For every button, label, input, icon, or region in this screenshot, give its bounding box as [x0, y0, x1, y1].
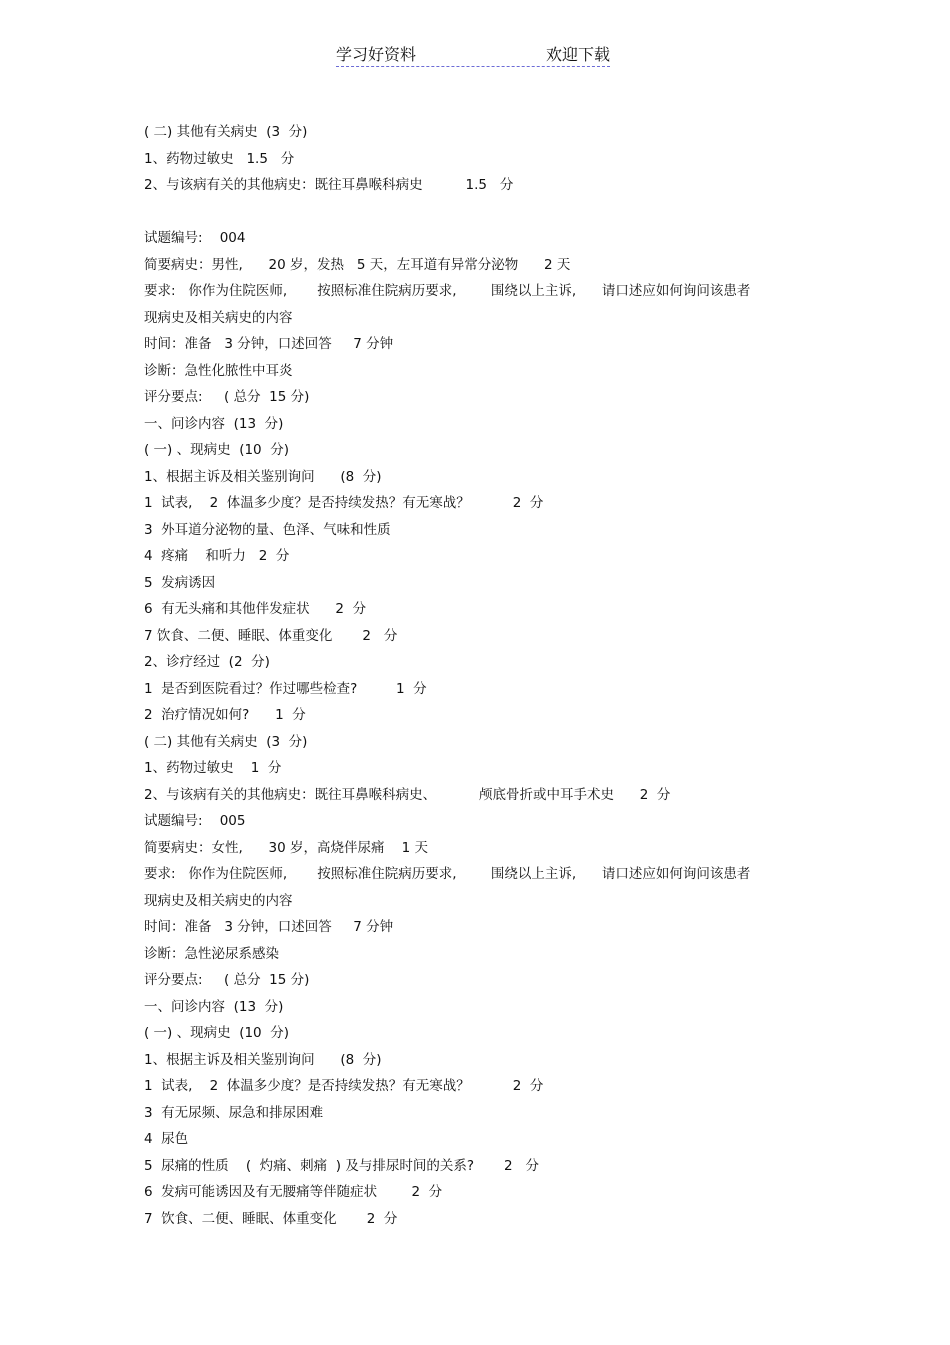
text-line: 简要病史：男性, 20 岁，发热 5 天，左耳道有异常分泌物 2 天 [144, 256, 571, 273]
text-line: 2、与该病有关的其他病史：既往耳鼻喉科病史、 颅底骨折或中耳手术史 2 分 [144, 786, 671, 803]
text-line: 5 发病诱因 [144, 574, 216, 591]
text-line: 1、根据主诉及相关鉴别询问 (8 分) [144, 468, 382, 485]
header-right-text: 欢迎下载 [545, 45, 610, 64]
text-line: 4 尿色 [144, 1131, 189, 1147]
text-line: 5 尿痛的性质 ( 灼痛、刺痛 ) 及与排尿时间的关系? 2 分 [144, 1157, 539, 1174]
text-line: 诊断：急性泌尿系感染 [144, 945, 279, 962]
text-line: ( 一) 、现病史 (10 分) [144, 1025, 289, 1041]
text-line: 4 疼痛 和听力 2 分 [144, 548, 290, 564]
text-line: 1、药物过敏史 1.5 分 [144, 150, 295, 167]
text-line: 1 试表, 2 体温多少度？是否持续发热？有无寒战？ 2 分 [144, 495, 544, 511]
text-line: 6 有无头痛和其他伴发症状 2 分 [144, 601, 367, 617]
text-line: 3 外耳道分泌物的量、色泽、气味和性质 [144, 521, 391, 538]
text-line: ( 二) 其他有关病史 (3 分) [144, 733, 308, 750]
text-line: 2、与该病有关的其他病史：既往耳鼻喉科病史 1.5 分 [144, 177, 514, 193]
text-line: 3 有无尿频、尿急和排尿困难 [144, 1104, 324, 1121]
text-line: 现病史及相关病史的内容 [144, 309, 293, 326]
text-line: 1、药物过敏史 1 分 [144, 760, 282, 776]
document-body [144, 119, 824, 1232]
text-line: 要求: 你作为住院医师, 按照标准住院病历要求, 围绕以上主诉, 请口述应如何询问该患者 [144, 283, 751, 299]
text-line: 1、根据主诉及相关鉴别询问 (8 分) [144, 1051, 382, 1068]
text-line: 评分要点: ( 总分 15 分) [144, 972, 310, 988]
header-left-text: 学习好资料 [336, 45, 417, 64]
text-line: 一、问诊内容 (13 分) [144, 998, 284, 1015]
text-line: 诊断：急性化脓性中耳炎 [144, 362, 293, 379]
text-line: 2 治疗情况如何? 1 分 [144, 707, 306, 723]
text-line: 简要病史：女性, 30 岁，高烧伴尿痛 1 天 [144, 839, 429, 856]
page-header [336, 40, 610, 67]
text-line: 试题编号: 005 [144, 813, 246, 829]
text-line: 2、诊疗经过 (2 分) [144, 654, 270, 670]
text-line: 评分要点: ( 总分 15 分) [144, 389, 310, 405]
text-line: 现病史及相关病史的内容 [144, 892, 293, 909]
text-line: 7 饮食、二便、睡眠、体重变化 2 分 [144, 627, 398, 644]
text-line: 试题编号: 004 [144, 230, 246, 246]
text-line: 要求: 你作为住院医师, 按照标准住院病历要求, 围绕以上主诉, 请口述应如何询问该患者 [144, 866, 751, 882]
text-line: 6 发病可能诱因及有无腰痛等伴随症状 2 分 [144, 1184, 443, 1200]
text-line: ( 一) 、现病史 (10 分) [144, 442, 289, 458]
text-line: 1 是否到医院看过？作过哪些检查? 1 分 [144, 680, 427, 697]
text-line: 时间：准备 3 分钟，口述回答 7 分钟 [144, 919, 394, 935]
text-line: ( 二) 其他有关病史 (3 分) [144, 124, 308, 140]
text-line: 一、问诊内容 (13 分) [144, 415, 284, 432]
text-line: 7 饮食、二便、睡眠、体重变化 2 分 [144, 1210, 398, 1227]
text-line: 1 试表, 2 体温多少度？是否持续发热？有无寒战？ 2 分 [144, 1078, 544, 1094]
text-line: 时间：准备 3 分钟，口述回答 7 分钟 [144, 336, 394, 352]
blank-line [144, 199, 824, 226]
